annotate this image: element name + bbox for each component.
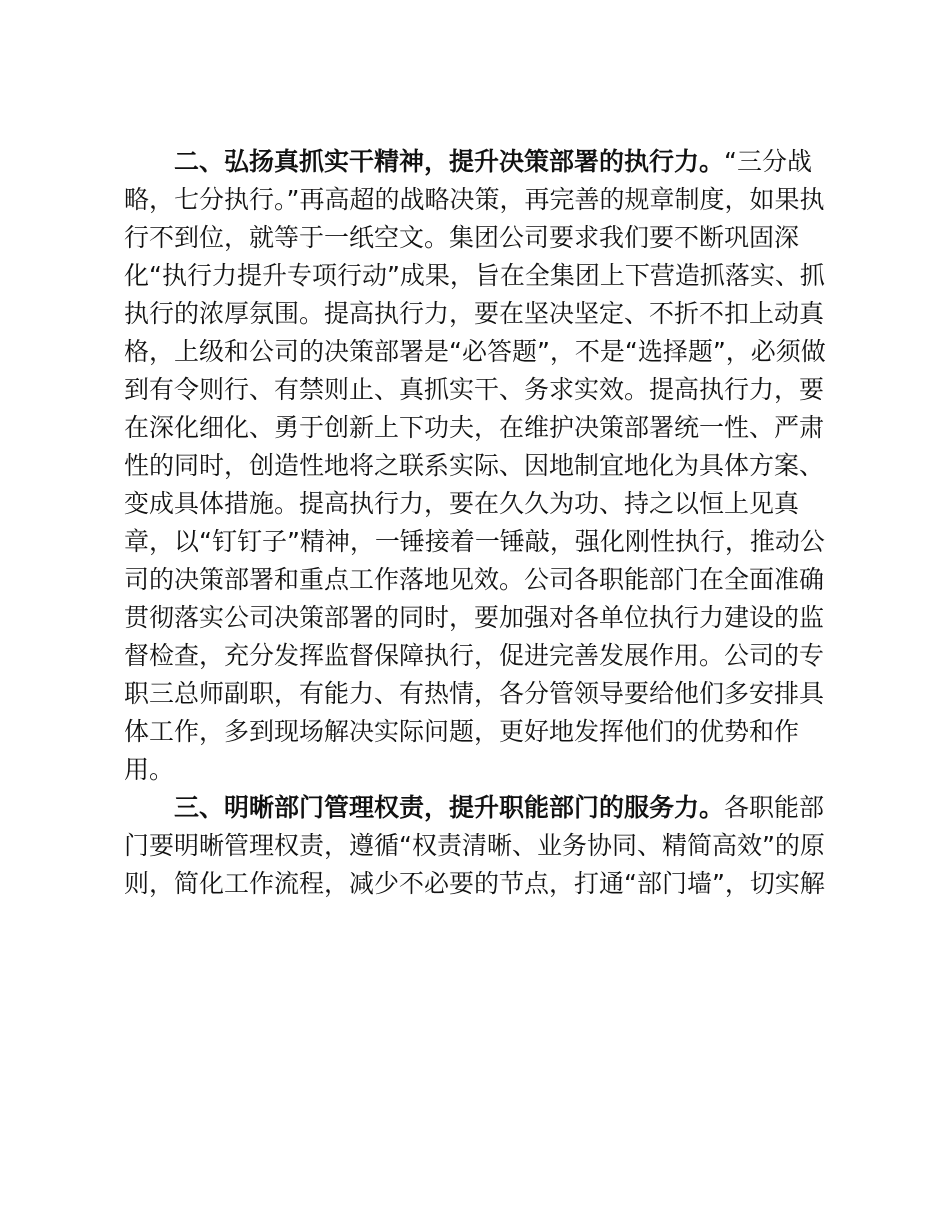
paragraph-line: 则，简化工作流程，减少不必要的节点，打通“部门墙”，切实解 — [124, 869, 825, 898]
paragraph-3-heading: 三、明晰部门管理权责，提升职能部门的服务力。 — [174, 793, 725, 822]
paragraph-line: 行不到位，就等于一纸空文。集团公司要求我们要不断巩固深 — [124, 223, 800, 252]
paragraph-line: 到有令则行、有禁则止、真抓实干、务求实效。提高执行力，要 — [124, 375, 825, 404]
paragraph-line: 司的决策部署和重点工作落地见效。公司各职能部门在全面准确 — [124, 565, 825, 594]
paragraph-line: 门要明晰管理权责，遵循“权责清晰、业务协同、精简高效”的原 — [124, 831, 825, 860]
paragraph-line: 性的同时，创造性地将之联系实际、因地制宜地化为具体方案、 — [124, 451, 825, 480]
paragraph-line: 在深化细化、勇于创新上下功夫，在维护决策部署统一性、严肃 — [124, 413, 825, 442]
paragraph-line: 变成具体措施。提高执行力，要在久久为功、持之以恒上见真 — [124, 489, 800, 518]
paragraph-3-text: 各职能部 — [724, 793, 825, 822]
paragraph-line: 用。 — [124, 755, 175, 784]
paragraph-line: 职三总师副职，有能力、有热情，各分管领导要给他们多安排具 — [124, 679, 825, 708]
paragraph-line: 略，七分执行。”再高超的战略决策，再完善的规章制度，如果执 — [124, 185, 825, 214]
paragraph-line: 格，上级和公司的决策部署是“必答题”，不是“选择题”，必须做 — [124, 337, 826, 366]
paragraph-3-line-1 — [124, 789, 829, 827]
paragraph-2-text: “三分战 — [724, 147, 812, 176]
paragraph-line: 督检查，充分发挥监督保障执行，促进完善发展作用。公司的专 — [124, 641, 825, 670]
document-body — [124, 143, 829, 903]
paragraph-2-line-1 — [124, 143, 829, 181]
paragraph-line: 化“执行力提升专项行动”成果，旨在全集团上下营造抓落实、抓 — [124, 261, 825, 290]
paragraph-line: 贯彻落实公司决策部署的同时，要加强对各单位执行力建设的监 — [124, 603, 825, 632]
paragraph-line: 执行的浓厚氛围。提高执行力，要在坚决坚定、不折不扣上动真 — [124, 299, 825, 328]
paragraph-2-heading: 二、弘扬真抓实干精神，提升决策部署的执行力。 — [174, 147, 725, 176]
paragraph-line: 体工作，多到现场解决实际问题，更好地发挥他们的优势和作 — [124, 717, 800, 746]
paragraph-line: 章，以“钉钉子”精神，一锤接着一锤敲，强化刚性执行，推动公 — [124, 527, 825, 556]
